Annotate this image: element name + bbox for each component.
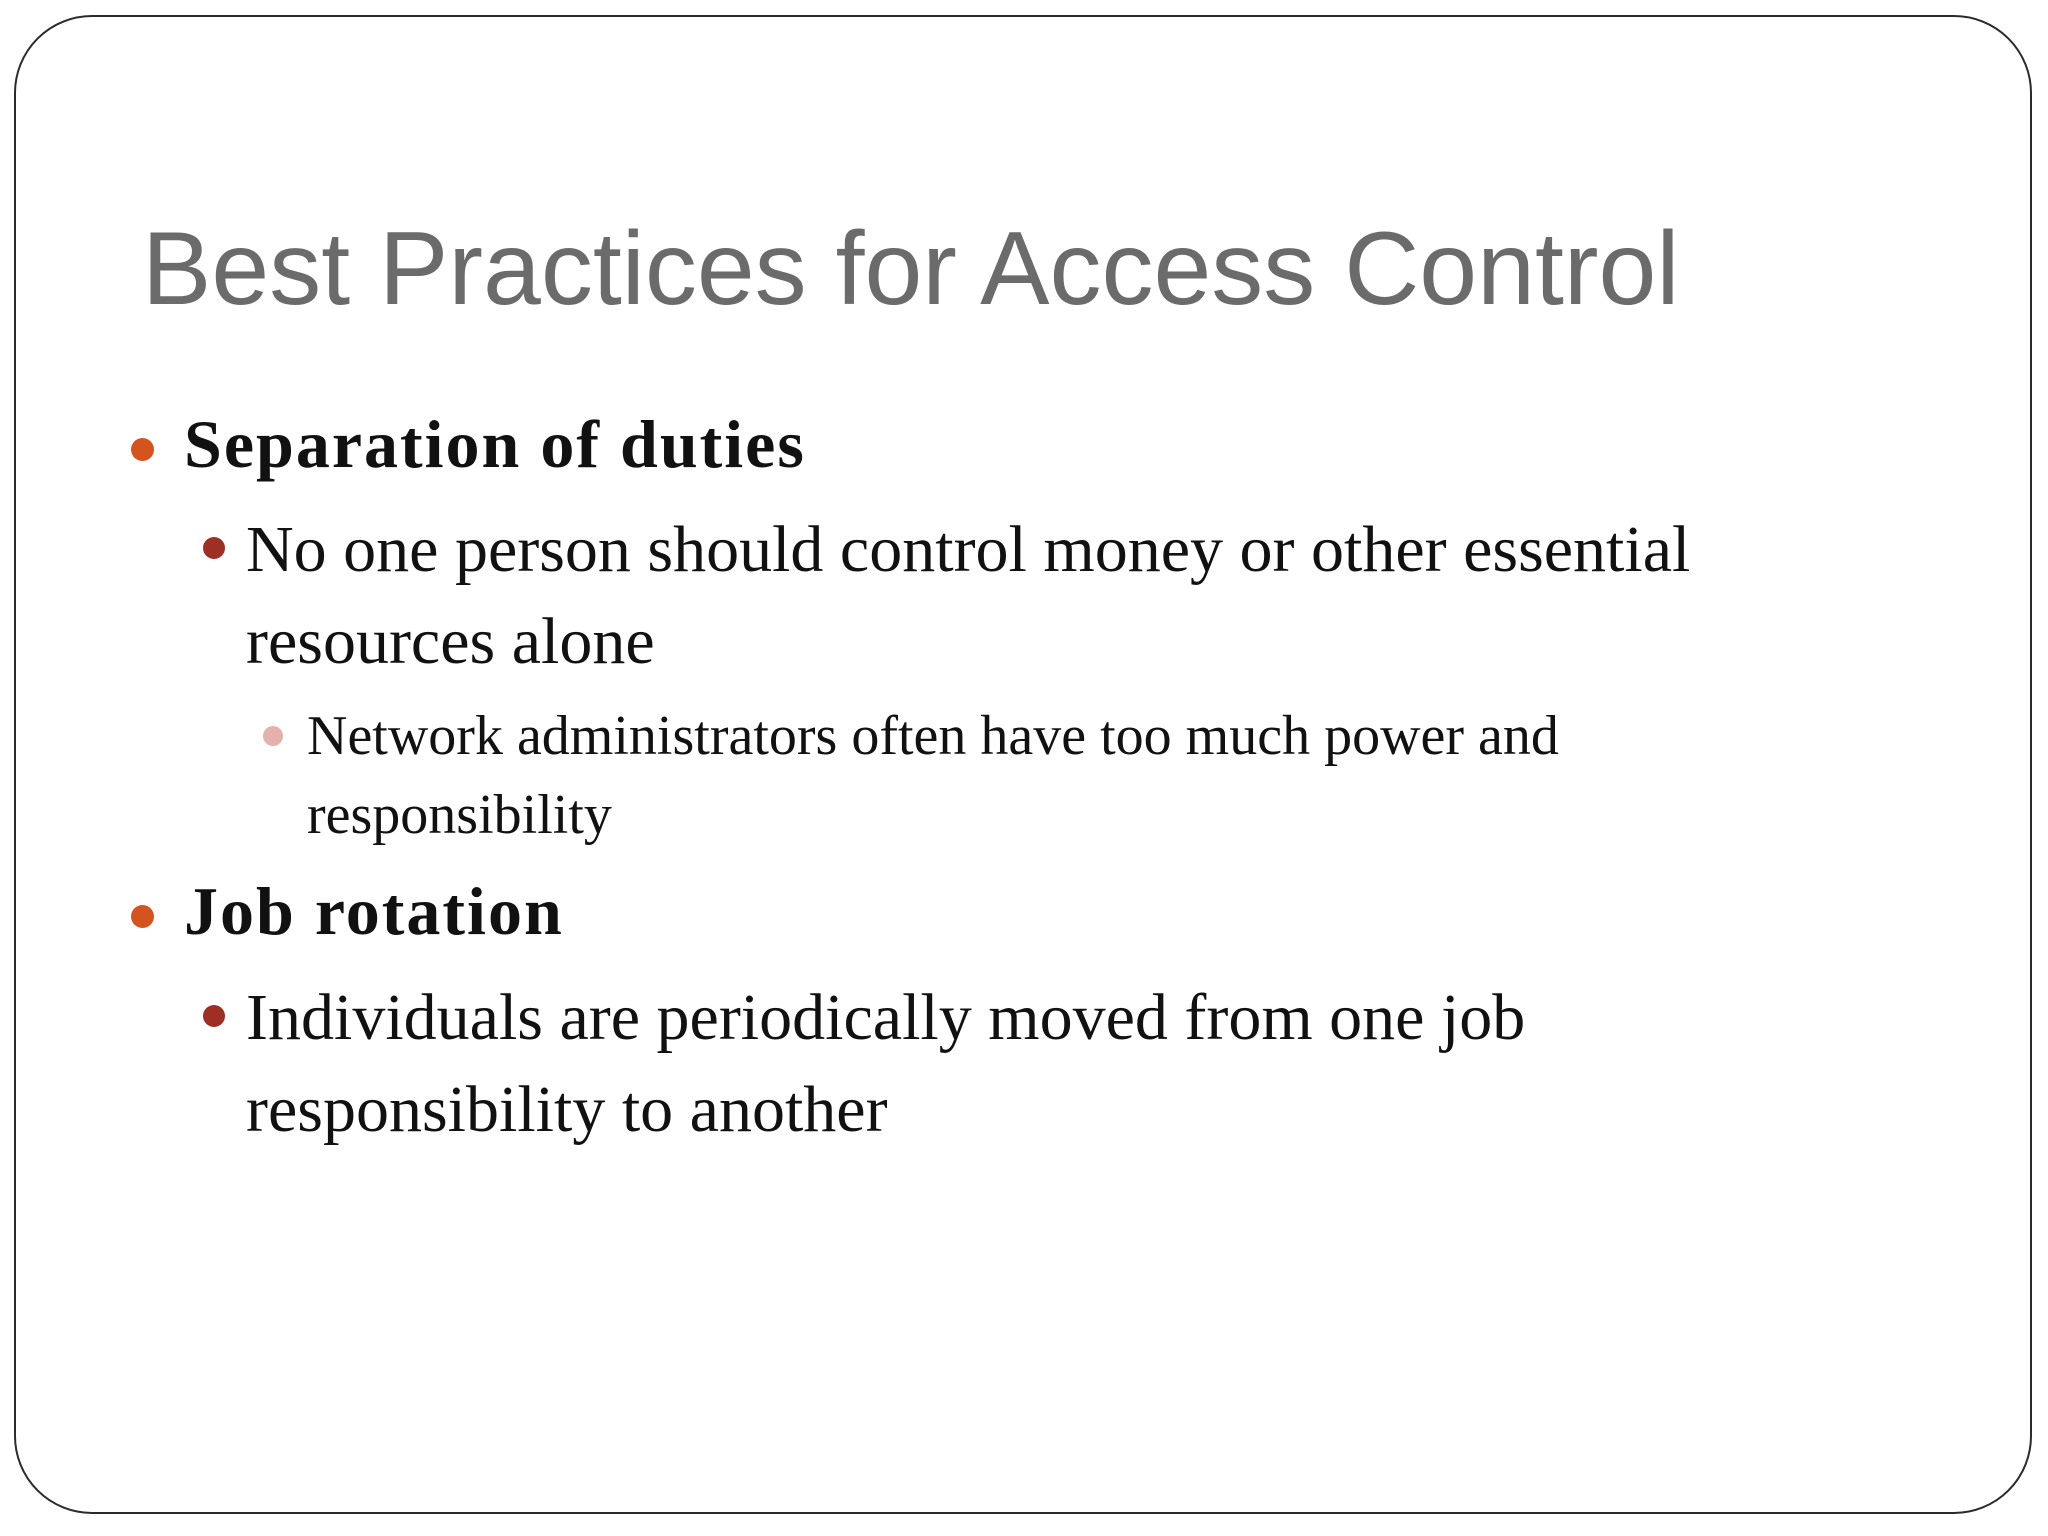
slide-title: Best Practices for Access Control: [142, 211, 1680, 327]
subbullet-individuals-moved: Individuals are periodically moved from one job responsibility to another: [246, 981, 1526, 1146]
subsubbullet-network-administrators: Network administrators often have too much power and responsibility: [307, 705, 1559, 846]
bullet-dot-level1: [131, 438, 154, 461]
bullet-job-rotation: Job rotation: [184, 873, 564, 949]
subbullet-no-one-person: No one person should control money or other essential resources alone: [246, 513, 1691, 678]
bullet-dot-level1: [131, 905, 154, 928]
bullet-separation-of-duties: Separation of duties: [184, 406, 806, 482]
bullet-dot-level2: [203, 1005, 225, 1027]
bullet-dot-level3: [263, 726, 283, 746]
bullet-dot-level2: [203, 537, 225, 559]
